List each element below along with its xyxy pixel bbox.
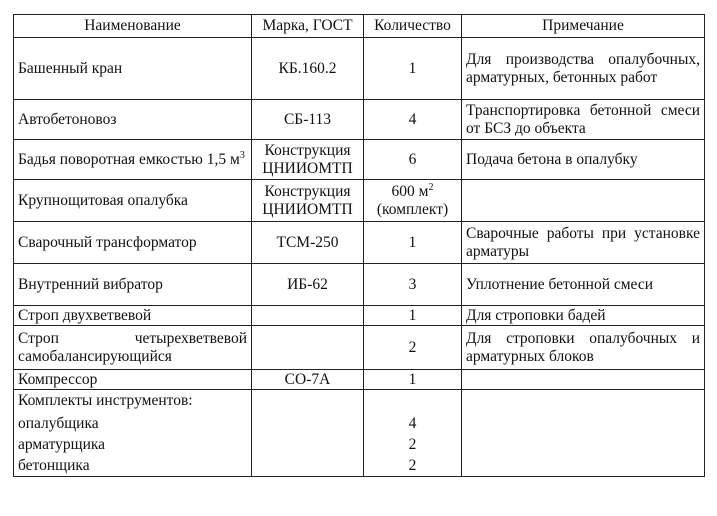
table-row	[14, 222, 705, 264]
header-brand: Марка, ГОСТ	[252, 15, 364, 38]
cell-qty-extra: (комплект)	[376, 200, 449, 218]
kit-item-qty: 2	[408, 457, 417, 474]
kit-qty-spacer	[368, 392, 457, 410]
cell-name: Строп четырехветвевой самобалансирующийся	[14, 326, 252, 370]
table-row	[14, 370, 705, 390]
header-note: Примечание	[462, 15, 705, 38]
cell-brand: СБ-113	[252, 100, 364, 140]
kit-item-qty: 4	[408, 415, 417, 432]
cell-name: Башенный кран	[14, 38, 252, 100]
equipment-table	[13, 14, 705, 477]
cell-note: Уплотнение бетонной смеси	[462, 264, 705, 306]
cell-qty: 3	[364, 264, 462, 306]
cell-qty	[364, 180, 462, 222]
cell-qty-value	[368, 183, 457, 201]
header-name: Наименование	[14, 15, 252, 38]
table-row	[14, 38, 705, 100]
cell-qty: 4	[364, 100, 462, 140]
kit-item-name: арматурщика	[18, 436, 106, 453]
cell-brand: Конструкция ЦНИИОМТП	[252, 180, 364, 222]
cell-note: Для строповки бадей	[462, 306, 705, 326]
table-header-row	[14, 15, 705, 38]
cell-brand: Конструкция ЦНИИОМТП	[252, 140, 364, 180]
cell-name: Сварочный трансформатор	[14, 222, 252, 264]
cell-name	[14, 140, 252, 180]
cell-name-text: Бадья поворотная емкостью 1,5 м	[18, 150, 240, 168]
cell-name: Крупнощитовая опалубка	[14, 180, 252, 222]
cell-qty: 1	[364, 222, 462, 264]
cell-brand	[252, 306, 364, 326]
kit-item-qty: 2	[408, 436, 417, 453]
cell-note	[462, 390, 705, 477]
cell-name	[14, 390, 252, 477]
table-row	[14, 306, 705, 326]
cell-name-superscript: 3	[239, 149, 245, 161]
cell-name: Компрессор	[14, 370, 252, 390]
cell-name: Внутренний вибратор	[14, 264, 252, 306]
table-row	[14, 180, 705, 222]
cell-brand: ИБ-62	[252, 264, 364, 306]
cell-brand: КБ.160.2	[252, 38, 364, 100]
cell-note: Подача бетона в опалубку	[462, 140, 705, 180]
cell-brand: СО-7А	[252, 370, 364, 390]
cell-note: Для производства опалубочных, арматурных, бетонных работ	[462, 38, 705, 100]
cell-qty: 6	[364, 140, 462, 180]
cell-qty: 1	[364, 306, 462, 326]
cell-name: Автобетоновоз	[14, 100, 252, 140]
cell-note: Для строповки опалубочных и арматурных блоков	[462, 326, 705, 370]
cell-brand: ТСМ-250	[252, 222, 364, 264]
kit-item-name: бетонщика	[18, 457, 90, 474]
equipment-table-sheet	[13, 14, 704, 504]
cell-note: Транспортировка бетонной смеси от БСЗ до объекта	[462, 100, 705, 140]
table-row	[14, 264, 705, 306]
cell-qty	[364, 390, 462, 477]
cell-name: Строп двухветвевой	[14, 306, 252, 326]
cell-qty-number: 600 м	[391, 182, 429, 200]
cell-brand	[252, 390, 364, 477]
table-row	[14, 100, 705, 140]
header-qty: Количество	[364, 15, 462, 38]
cell-qty: 1	[364, 38, 462, 100]
cell-note: Сварочные работы при установке арматуры	[462, 222, 705, 264]
table-row	[14, 140, 705, 180]
table-row-kit	[14, 390, 705, 477]
cell-qty-superscript: 2	[428, 181, 434, 193]
kit-item-name: опалубщика	[18, 415, 99, 432]
kit-title: Комплекты инструментов:	[18, 392, 193, 409]
cell-note	[462, 370, 705, 390]
cell-brand	[252, 326, 364, 370]
table-row	[14, 326, 705, 370]
cell-note	[462, 180, 705, 222]
cell-qty: 2	[364, 326, 462, 370]
cell-qty: 1	[364, 370, 462, 390]
